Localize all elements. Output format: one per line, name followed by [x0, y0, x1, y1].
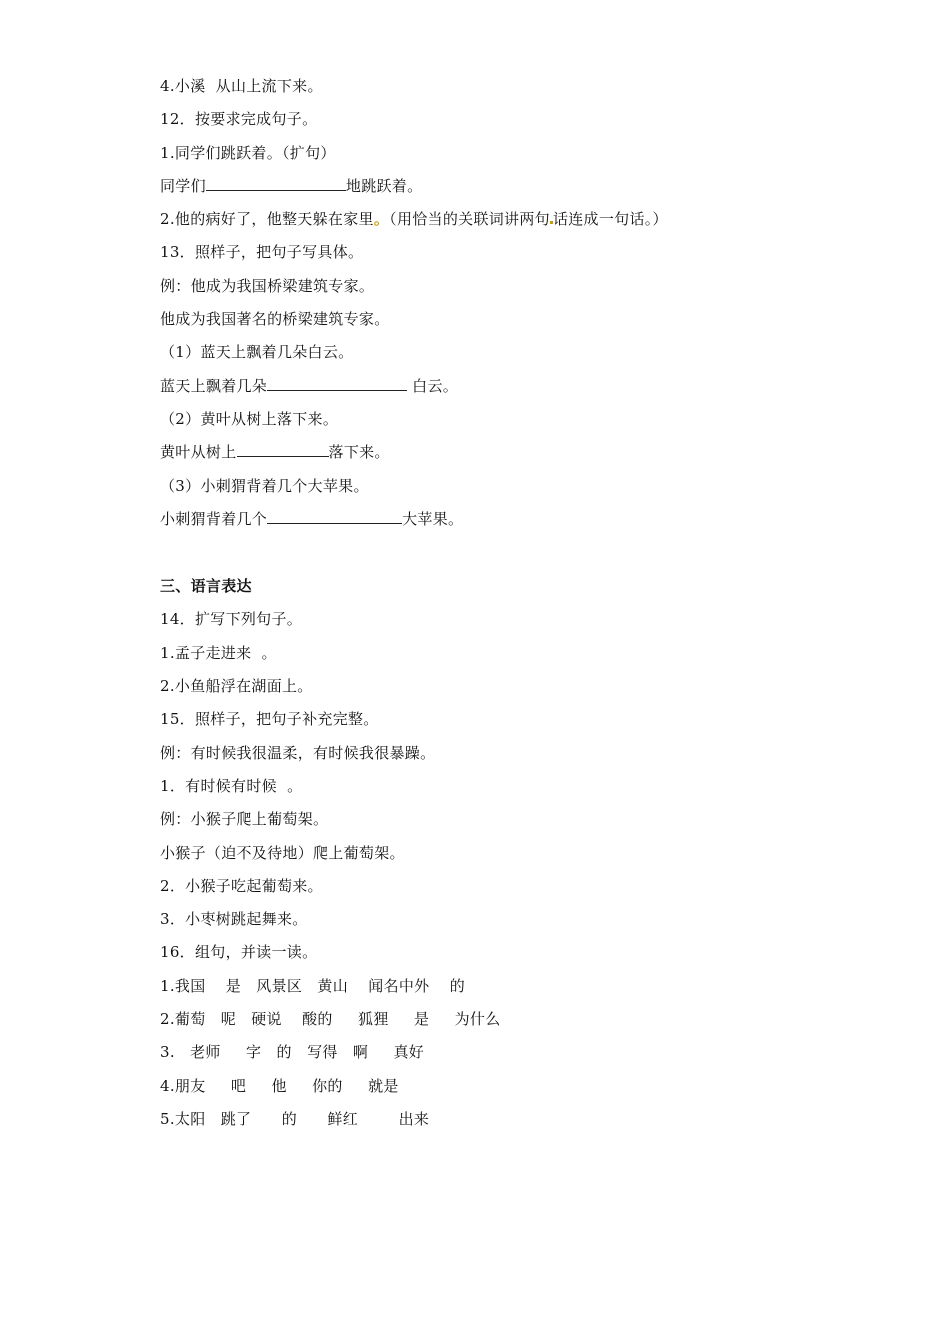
- item-4-xiaoxi: 4.小溪 从山上流下来。: [160, 77, 323, 95]
- answer-suffix: 落下来。: [328, 443, 390, 462]
- question-13-item-2: （2）黄叶从树上落下来。: [160, 409, 339, 428]
- question-15-item-1: 1．有时候有时候 。: [160, 776, 303, 795]
- question-13-item-1: （1）蓝天上飘着几朵白云。: [160, 343, 354, 362]
- section-spacer: [160, 542, 860, 576]
- answer-prefix: 同学们: [160, 176, 206, 195]
- answer-blank[interactable]: [206, 176, 346, 191]
- answer-suffix: 白云。: [407, 376, 459, 395]
- question-13-answer-2: [160, 442, 860, 475]
- question-13-item-3: （3）小刺猬背着几个大苹果。: [160, 476, 369, 495]
- question-13-answer-3: [160, 509, 860, 542]
- sentence-instruction: （用恰当的关联词讲两句: [389, 210, 550, 229]
- section-3-title: 三、语言表达: [160, 577, 252, 596]
- question-15-example-1: 例：有时候我很温柔，有时候我很暴躁。: [160, 743, 436, 762]
- question-15-item-3: 3．小枣树跳起舞来。: [160, 910, 308, 929]
- question-16-item-3: 3. 老师 字 的 写得 啊 真好: [160, 1043, 425, 1062]
- answer-blank[interactable]: [267, 376, 407, 391]
- answer-prefix: 小刺猬背着几个: [160, 509, 268, 528]
- answer-blank[interactable]: [237, 442, 329, 457]
- question-14-item-1: 1.孟子走进来 。: [160, 643, 277, 662]
- question-13-answer-1: [160, 376, 860, 409]
- example-answer: 他成为我国著名的桥梁建筑专家。: [160, 310, 390, 329]
- question-14-item-2: 2.小鱼船浮在湖面上。: [160, 677, 313, 696]
- answer-blank[interactable]: [267, 509, 402, 524]
- question-13-heading: 13．照样子，把句子写具体。: [160, 243, 364, 262]
- question-12-answer-1: [160, 176, 860, 209]
- question-16-item-4: 4.朋友 吧 他 你的 就是: [160, 1076, 399, 1095]
- question-12-sentence-2: [160, 209, 860, 242]
- question-16-heading: 16．组句，并读一读。: [160, 943, 318, 962]
- answer-suffix: 地跳跃着。: [345, 176, 423, 195]
- sentence-instruction-end: 话连成一句话。）: [552, 210, 668, 229]
- answer-prefix: 黄叶从树上: [160, 443, 237, 462]
- sentence-part: 2.他的病好了，他整天躲在家里: [160, 210, 374, 229]
- question-16-item-5: 5.太阳 跳了 的 鲜红 出来: [160, 1109, 430, 1128]
- question-15-heading: 15．照样子，把句子补充完整。: [160, 710, 379, 729]
- question-16-item-1: 1.我国 是 风景区 黄山 闻名中外 的: [160, 976, 466, 995]
- answer-prefix: 蓝天上飘着几朵: [160, 376, 268, 395]
- worksheet-content: [160, 76, 860, 1142]
- question-14-heading: 14．扩写下列句子。: [160, 610, 303, 629]
- question-15-item-2: 2．小猴子吃起葡萄来。: [160, 876, 323, 895]
- answer-suffix: 大苹果。: [402, 509, 464, 528]
- question-15-example-2: 例：小猴子爬上葡萄架。: [160, 810, 329, 829]
- highlight-mark: 。: [373, 210, 390, 229]
- question-12-heading: 12．按要求完成句子。: [160, 110, 318, 129]
- question-15-example-2-answer: 小猴子（迫不及待地）爬上葡萄架。: [160, 843, 405, 862]
- question-16-item-2: 2.葡萄 呢 硬说 酸的 狐狸 是 为什么: [160, 1010, 501, 1029]
- example-sentence: 例：他成为我国桥梁建筑专家。: [160, 276, 375, 295]
- question-12-sentence-1: 1.同学们跳跃着。（扩句）: [160, 143, 336, 162]
